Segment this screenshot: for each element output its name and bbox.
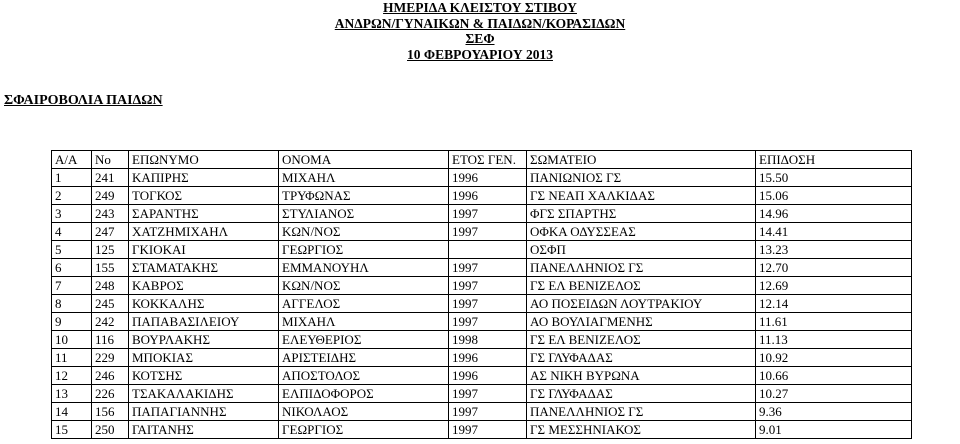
cell-surname: ΠΑΠΑΓΙΑΝΝΗΣ (129, 403, 279, 421)
section-title: ΣΦΑΙΡΟΒΟΛΙΑ ΠΑΙΔΩΝ (4, 93, 163, 108)
column-header-first-name: ΟΝΟΜΑ (279, 151, 449, 169)
cell-performance: 10.27 (756, 385, 912, 403)
table-row (52, 169, 912, 187)
cell-birth-year: 1997 (449, 277, 527, 295)
cell-rank: 5 (52, 241, 92, 259)
cell-rank: 7 (52, 277, 92, 295)
cell-first-name: ΜΙΧΑΗΛ (279, 313, 449, 331)
cell-rank: 3 (52, 205, 92, 223)
cell-bib: 229 (92, 349, 129, 367)
table-row (52, 295, 912, 313)
cell-performance: 12.14 (756, 295, 912, 313)
cell-surname: ΤΟΓΚΟΣ (129, 187, 279, 205)
cell-bib: 249 (92, 187, 129, 205)
table-row (52, 403, 912, 421)
cell-first-name: ΝΙΚΟΛΑΟΣ (279, 403, 449, 421)
cell-birth-year: 1996 (449, 187, 527, 205)
cell-club: ΟΣΦΠ (527, 241, 756, 259)
document-header (0, 0, 960, 62)
cell-club: ΑΟ ΒΟΥΛΙΑΓΜΕΝΗΣ (527, 313, 756, 331)
cell-club: ΓΣ ΓΛΥΦΑΔΑΣ (527, 349, 756, 367)
cell-performance: 12.70 (756, 259, 912, 277)
table-row (52, 187, 912, 205)
cell-rank: 4 (52, 223, 92, 241)
column-header-bib: Νο (92, 151, 129, 169)
cell-first-name: ΕΛΠΙΔΟΦΟΡΟΣ (279, 385, 449, 403)
cell-first-name: ΜΙΧΑΗΛ (279, 169, 449, 187)
cell-birth-year: 1997 (449, 385, 527, 403)
cell-surname: ΣΑΡΑΝΤΗΣ (129, 205, 279, 223)
table-row (52, 223, 912, 241)
cell-club: ΓΣ ΕΛ ΒΕΝΙΖΕΛΟΣ (527, 277, 756, 295)
cell-club: ΓΣ ΜΕΣΣΗΝΙΑΚΟΣ (527, 421, 756, 439)
cell-club: ΓΣ ΝΕΑΠ ΧΑΛΚΙΔΑΣ (527, 187, 756, 205)
cell-first-name: ΚΩΝ/ΝΟΣ (279, 277, 449, 295)
cell-rank: 14 (52, 403, 92, 421)
column-header-rank: Α/Α (52, 151, 92, 169)
cell-surname: ΚΑΒΡΟΣ (129, 277, 279, 295)
cell-performance: 9.01 (756, 421, 912, 439)
cell-surname: ΜΠΟΚΙΑΣ (129, 349, 279, 367)
cell-performance: 15.06 (756, 187, 912, 205)
cell-birth-year: 1997 (449, 421, 527, 439)
cell-surname: ΚΑΠΙΡΗΣ (129, 169, 279, 187)
cell-performance: 12.69 (756, 277, 912, 295)
cell-birth-year: 1997 (449, 259, 527, 277)
cell-club: ΑΟ ΠΟΣΕΙΔΩΝ ΛΟΥΤΡΑΚΙΟΥ (527, 295, 756, 313)
cell-bib: 246 (92, 367, 129, 385)
table-row (52, 421, 912, 439)
cell-performance: 11.13 (756, 331, 912, 349)
event-title: ΗΜΕΡΙΔΑ ΚΛΕΙΣΤΟΥ ΣΤΙΒΟΥ (383, 0, 577, 15)
cell-first-name: ΕΜΜΑΝΟΥΗΛ (279, 259, 449, 277)
cell-performance: 13.23 (756, 241, 912, 259)
cell-performance: 10.92 (756, 349, 912, 367)
cell-rank: 15 (52, 421, 92, 439)
cell-birth-year: 1997 (449, 223, 527, 241)
column-header-club: ΣΩΜΑΤΕΙΟ (527, 151, 756, 169)
cell-surname: ΒΟΥΡΛΑΚΗΣ (129, 331, 279, 349)
table-row (52, 259, 912, 277)
column-header-surname: ΕΠΩΝΥΜΟ (129, 151, 279, 169)
cell-club: ΓΣ ΕΛ ΒΕΝΙΖΕΛΟΣ (527, 331, 756, 349)
cell-birth-year: 1998 (449, 331, 527, 349)
event-date: 10 ΦΕΒΡΟΥΑΡΙΟΥ 2013 (407, 46, 553, 62)
cell-surname: ΧΑΤΖΗΜΙΧΑΗΛ (129, 223, 279, 241)
table-header-row (52, 151, 912, 169)
cell-birth-year: 1996 (449, 349, 527, 367)
cell-performance: 10.66 (756, 367, 912, 385)
cell-bib: 226 (92, 385, 129, 403)
cell-first-name: ΑΓΓΕΛΟΣ (279, 295, 449, 313)
cell-surname: ΠΑΠΑΒΑΣΙΛΕΙΟΥ (129, 313, 279, 331)
cell-rank: 9 (52, 313, 92, 331)
cell-club: ΓΣ ΓΛΥΦΑΔΑΣ (527, 385, 756, 403)
table-row (52, 205, 912, 223)
cell-first-name: ΚΩΝ/ΝΟΣ (279, 223, 449, 241)
cell-rank: 2 (52, 187, 92, 205)
cell-surname: ΚΟΤΣΗΣ (129, 367, 279, 385)
cell-club: ΦΓΣ ΣΠΑΡΤΗΣ (527, 205, 756, 223)
event-venue: ΣΕΦ (465, 31, 495, 46)
cell-performance: 9.36 (756, 403, 912, 421)
cell-rank: 6 (52, 259, 92, 277)
cell-performance: 11.61 (756, 313, 912, 331)
column-header-birth-year: ΕΤΟΣ ΓΕΝ. (449, 151, 527, 169)
table-row (52, 331, 912, 349)
cell-birth-year: 1996 (449, 367, 527, 385)
cell-birth-year: 1997 (449, 205, 527, 223)
table-row (52, 367, 912, 385)
cell-birth-year: 1997 (449, 403, 527, 421)
cell-birth-year: 1997 (449, 295, 527, 313)
cell-club: ΠΑΝΙΩΝΙΟΣ ΓΣ (527, 169, 756, 187)
table-row (52, 349, 912, 367)
cell-bib: 116 (92, 331, 129, 349)
cell-surname: ΣΤΑΜΑΤΑΚΗΣ (129, 259, 279, 277)
cell-club: ΟΦΚΑ ΟΔΥΣΣΕΑΣ (527, 223, 756, 241)
cell-birth-year: 1997 (449, 313, 527, 331)
cell-rank: 8 (52, 295, 92, 313)
cell-first-name: ΑΡΙΣΤΕΙΔΗΣ (279, 349, 449, 367)
table-row (52, 313, 912, 331)
cell-surname: ΚΟΚΚΑΛΗΣ (129, 295, 279, 313)
cell-first-name: ΑΠΟΣΤΟΛΟΣ (279, 367, 449, 385)
cell-bib: 241 (92, 169, 129, 187)
cell-first-name: ΣΤΥΛΙΑΝΟΣ (279, 205, 449, 223)
cell-birth-year (449, 241, 527, 259)
cell-surname: ΓΑΙΤΑΝΗΣ (129, 421, 279, 439)
cell-bib: 250 (92, 421, 129, 439)
cell-bib: 125 (92, 241, 129, 259)
cell-bib: 156 (92, 403, 129, 421)
results-table (51, 150, 912, 439)
event-categories: ΑΝΔΡΩΝ/ΓΥΝΑΙΚΩΝ & ΠΑΙΔΩΝ/ΚΟΡΑΣΙΔΩΝ (334, 15, 626, 31)
column-header-performance: ΕΠΙΔΟΣΗ (756, 151, 912, 169)
cell-surname: ΓΚΙΟΚΑΙ (129, 241, 279, 259)
cell-bib: 243 (92, 205, 129, 223)
cell-club: ΑΣ ΝΙΚΗ ΒΥΡΩΝΑ (527, 367, 756, 385)
cell-rank: 11 (52, 349, 92, 367)
cell-bib: 155 (92, 259, 129, 277)
cell-first-name: ΕΛΕΥΘΕΡΙΟΣ (279, 331, 449, 349)
cell-club: ΠΑΝΕΛΛΗΝΙΟΣ ΓΣ (527, 259, 756, 277)
cell-performance: 15.50 (756, 169, 912, 187)
cell-surname: ΤΣΑΚΑΛΑΚΙΔΗΣ (129, 385, 279, 403)
cell-first-name: ΓΕΩΡΓΙΟΣ (279, 241, 449, 259)
table-row (52, 241, 912, 259)
cell-first-name: ΓΕΩΡΓΙΟΣ (279, 421, 449, 439)
cell-bib: 247 (92, 223, 129, 241)
cell-bib: 245 (92, 295, 129, 313)
cell-rank: 1 (52, 169, 92, 187)
cell-bib: 242 (92, 313, 129, 331)
cell-performance: 14.41 (756, 223, 912, 241)
cell-club: ΠΑΝΕΛΛΗΝΙΟΣ ΓΣ (527, 403, 756, 421)
cell-first-name: ΤΡΥΦΩΝΑΣ (279, 187, 449, 205)
cell-bib: 248 (92, 277, 129, 295)
results-table-body (52, 169, 912, 439)
cell-performance: 14.96 (756, 205, 912, 223)
cell-birth-year: 1996 (449, 169, 527, 187)
table-row (52, 277, 912, 295)
cell-rank: 10 (52, 331, 92, 349)
cell-rank: 13 (52, 385, 92, 403)
cell-rank: 12 (52, 367, 92, 385)
table-row (52, 385, 912, 403)
